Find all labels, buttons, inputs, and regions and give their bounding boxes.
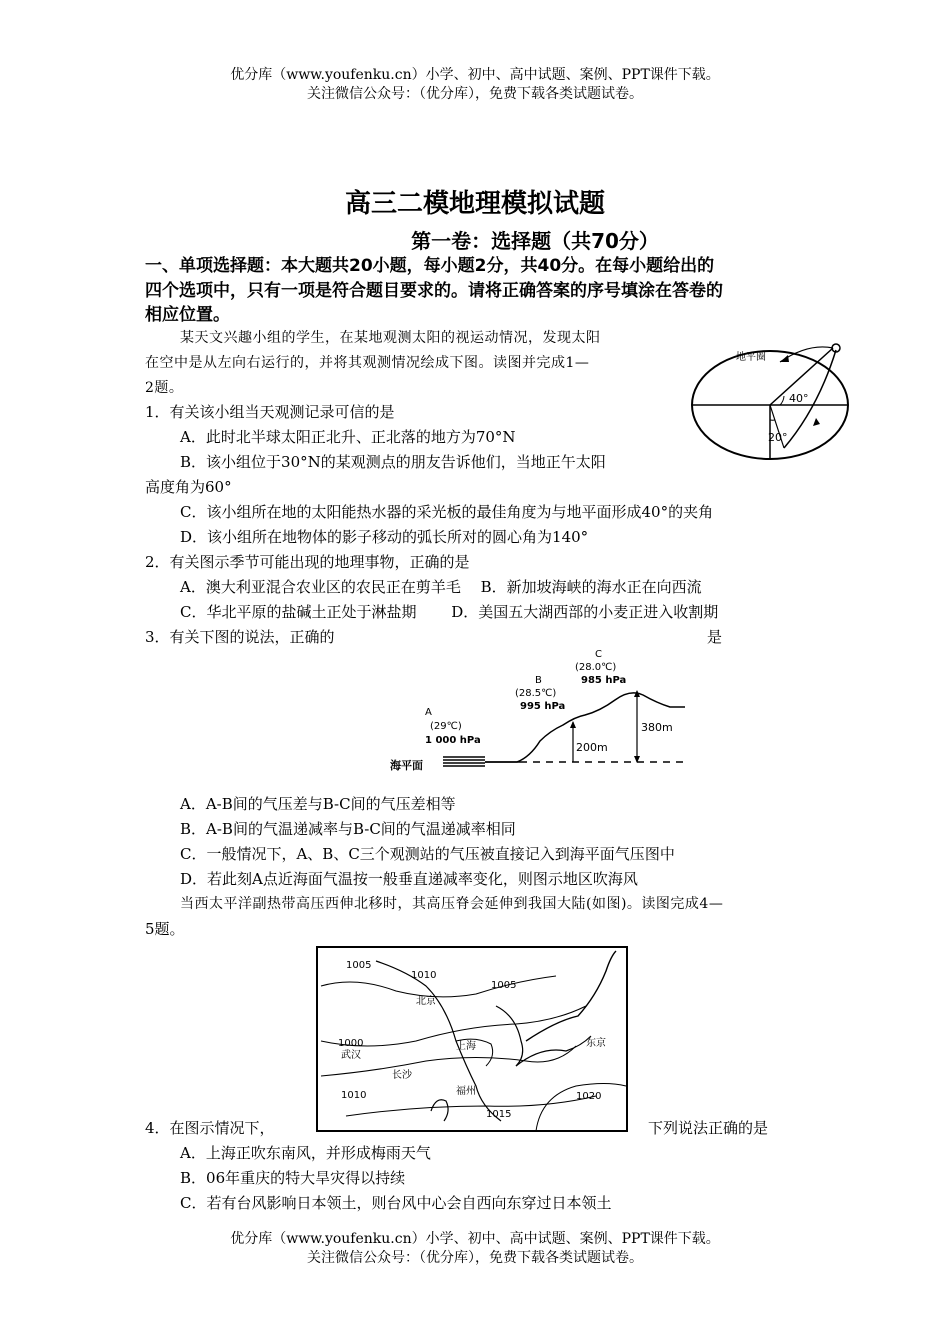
isobar-map-figure [316, 946, 628, 1132]
q1-option-c: C．该小组所在地的太阳能热水器的采光板的最佳角度为与地平面形成40°的夹角 [180, 503, 714, 521]
height-200-label: 200m [576, 741, 608, 754]
q1-stem: 1．有关该小组当天观测记录可信的是 [145, 403, 395, 421]
q1-option-d: D．该小组所在地物体的影子移动的弧长所对的圆心角为140° [180, 528, 589, 546]
iso-1020: 1020 [576, 1091, 602, 1102]
q3-stem-end: 是 [707, 628, 723, 646]
angle-20-label: 20° [768, 431, 788, 444]
q4-option-a: A．上海正吹东南风，并形成梅雨天气 [180, 1144, 431, 1162]
q4-stem-end: 下列说法正确的是 [648, 1119, 769, 1137]
q4-option-b: B．06年重庆的特大旱灾得以持续 [180, 1169, 406, 1187]
arrow-icon [780, 355, 789, 362]
city-wuhan: 武汉 [341, 1050, 361, 1061]
footer-line-2: 关注微信公众号：（优分库），免费下载各类试题试卷。 [307, 1250, 643, 1266]
q1-option-b-cont: 高度角为60° [145, 478, 232, 496]
q3-option-c: C．一般情况下，A、B、C三个观测站的气压被直接记入到海平面气压图中 [180, 845, 675, 863]
city-tokyo: 东京 [586, 1038, 606, 1049]
page-title: 高三二模地理模拟试题 [344, 189, 605, 219]
q3-option-b: B．A-B间的气温递减率与B-C间的气温递减率相同 [180, 820, 516, 838]
intro45-line-2: 5题。 [145, 920, 185, 938]
iso-1005a: 1005 [346, 960, 372, 971]
city-beijing: 北京 [416, 996, 436, 1007]
iso-1005b: 1005 [491, 980, 517, 991]
q3-stem: 3．有关下图的说法，正确的 [145, 628, 335, 646]
q3-option-d: D．若此刻A点近海面气温按一般垂直递减率变化，则图示地区吹海风 [180, 870, 638, 888]
iso-1010b: 1010 [341, 1090, 367, 1101]
iso-1000: 1000 [338, 1038, 364, 1049]
iso-1010a: 1010 [411, 970, 437, 981]
sun-path-figure [688, 338, 853, 463]
city-fuzhou: 福州 [456, 1086, 476, 1097]
q2-stem: 2．有关图示季节可能出现的地理事物，正确的是 [145, 553, 470, 571]
arrow-icon-2 [813, 418, 820, 426]
q2-options-ab: A．澳大利亚混合农业区的农民正在剪羊毛 B．新加坡海峡的海水正在向西流 [180, 578, 702, 596]
intro45-line-1: 当西太平洋副热带高压西伸北移时，其高压脊会延伸到我国大陆(如图)。读图完成4— [180, 896, 724, 912]
header-line-2: 关注微信公众号：（优分库），免费下载各类试题试卷。 [307, 86, 643, 102]
sea-level-label: 海平面 [390, 759, 423, 772]
a-label: A [425, 707, 432, 718]
q4-option-c: C．若有台风影响日本领土，则台风中心会自西向东穿过日本领土 [180, 1194, 612, 1212]
intro12-line-3: 2题。 [145, 380, 184, 396]
city-changsha: 长沙 [392, 1070, 412, 1081]
intro12-line-1: 某天文兴趣小组的学生，在某地观测太阳的视运动情况，发现太阳 [180, 330, 601, 346]
a-pressure: 1 000 hPa [425, 735, 481, 746]
terrain-profile-figure [385, 645, 690, 775]
section1-line-2: 四个选项中，只有一项是符合题目要求的。请将正确答案的序号填涂在答卷的 [145, 281, 723, 301]
b-pressure: 995 hPa [520, 701, 566, 712]
b-temp: (28.5℃) [515, 688, 557, 699]
height-380-label: 380m [641, 721, 673, 734]
q2-options-cd: C．华北平原的盐碱土正处于淋盐期 D．美国五大湖西部的小麦正进入收割期 [180, 603, 719, 621]
intro12-line-2: 在空中是从左向右运行的，并将其观测情况绘成下图。读图并完成1— [145, 355, 590, 371]
c-label: C [595, 649, 602, 660]
section1-line-1: 一、单项选择题：本大题共20小题，每小题2分，共40分。在每小题给出的 [145, 256, 715, 276]
horizon-label: 地平圈 [736, 352, 766, 363]
section1-line-3: 相应位置。 [145, 305, 230, 325]
b-label: B [535, 675, 542, 686]
angle-arc-40 [780, 396, 784, 405]
a-temp: (29℃) [430, 721, 462, 732]
footer-line-1: 优分库（www.youfenku.cn）小学、初中、高中试题、案例、PPT课件下载。 [230, 1231, 720, 1247]
c-temp: (28.0℃) [575, 662, 617, 673]
arrow-up-icon [570, 721, 576, 728]
q4-stem: 4．在图示情况下， [145, 1119, 275, 1137]
angle-40-label: 40° [789, 392, 809, 405]
city-shanghai: 上海 [456, 1041, 476, 1052]
q3-option-a: A．A-B间的气压差与B-C间的气压差相等 [180, 795, 456, 813]
q1-option-a: A．此时北半球太阳正北升、正北落的地方为70°N [180, 428, 516, 446]
iso-1015: 1015 [486, 1109, 512, 1120]
c-pressure: 985 hPa [581, 675, 627, 686]
section-subtitle: 第一卷：选择题（共70分） [411, 229, 659, 253]
q1-option-b: B．该小组位于30°N的某观测点的朋友告诉他们，当地正午太阳 [180, 453, 606, 471]
header-line-1: 优分库（www.youfenku.cn）小学、初中、高中试题、案例、PPT课件下载。 [230, 67, 720, 83]
